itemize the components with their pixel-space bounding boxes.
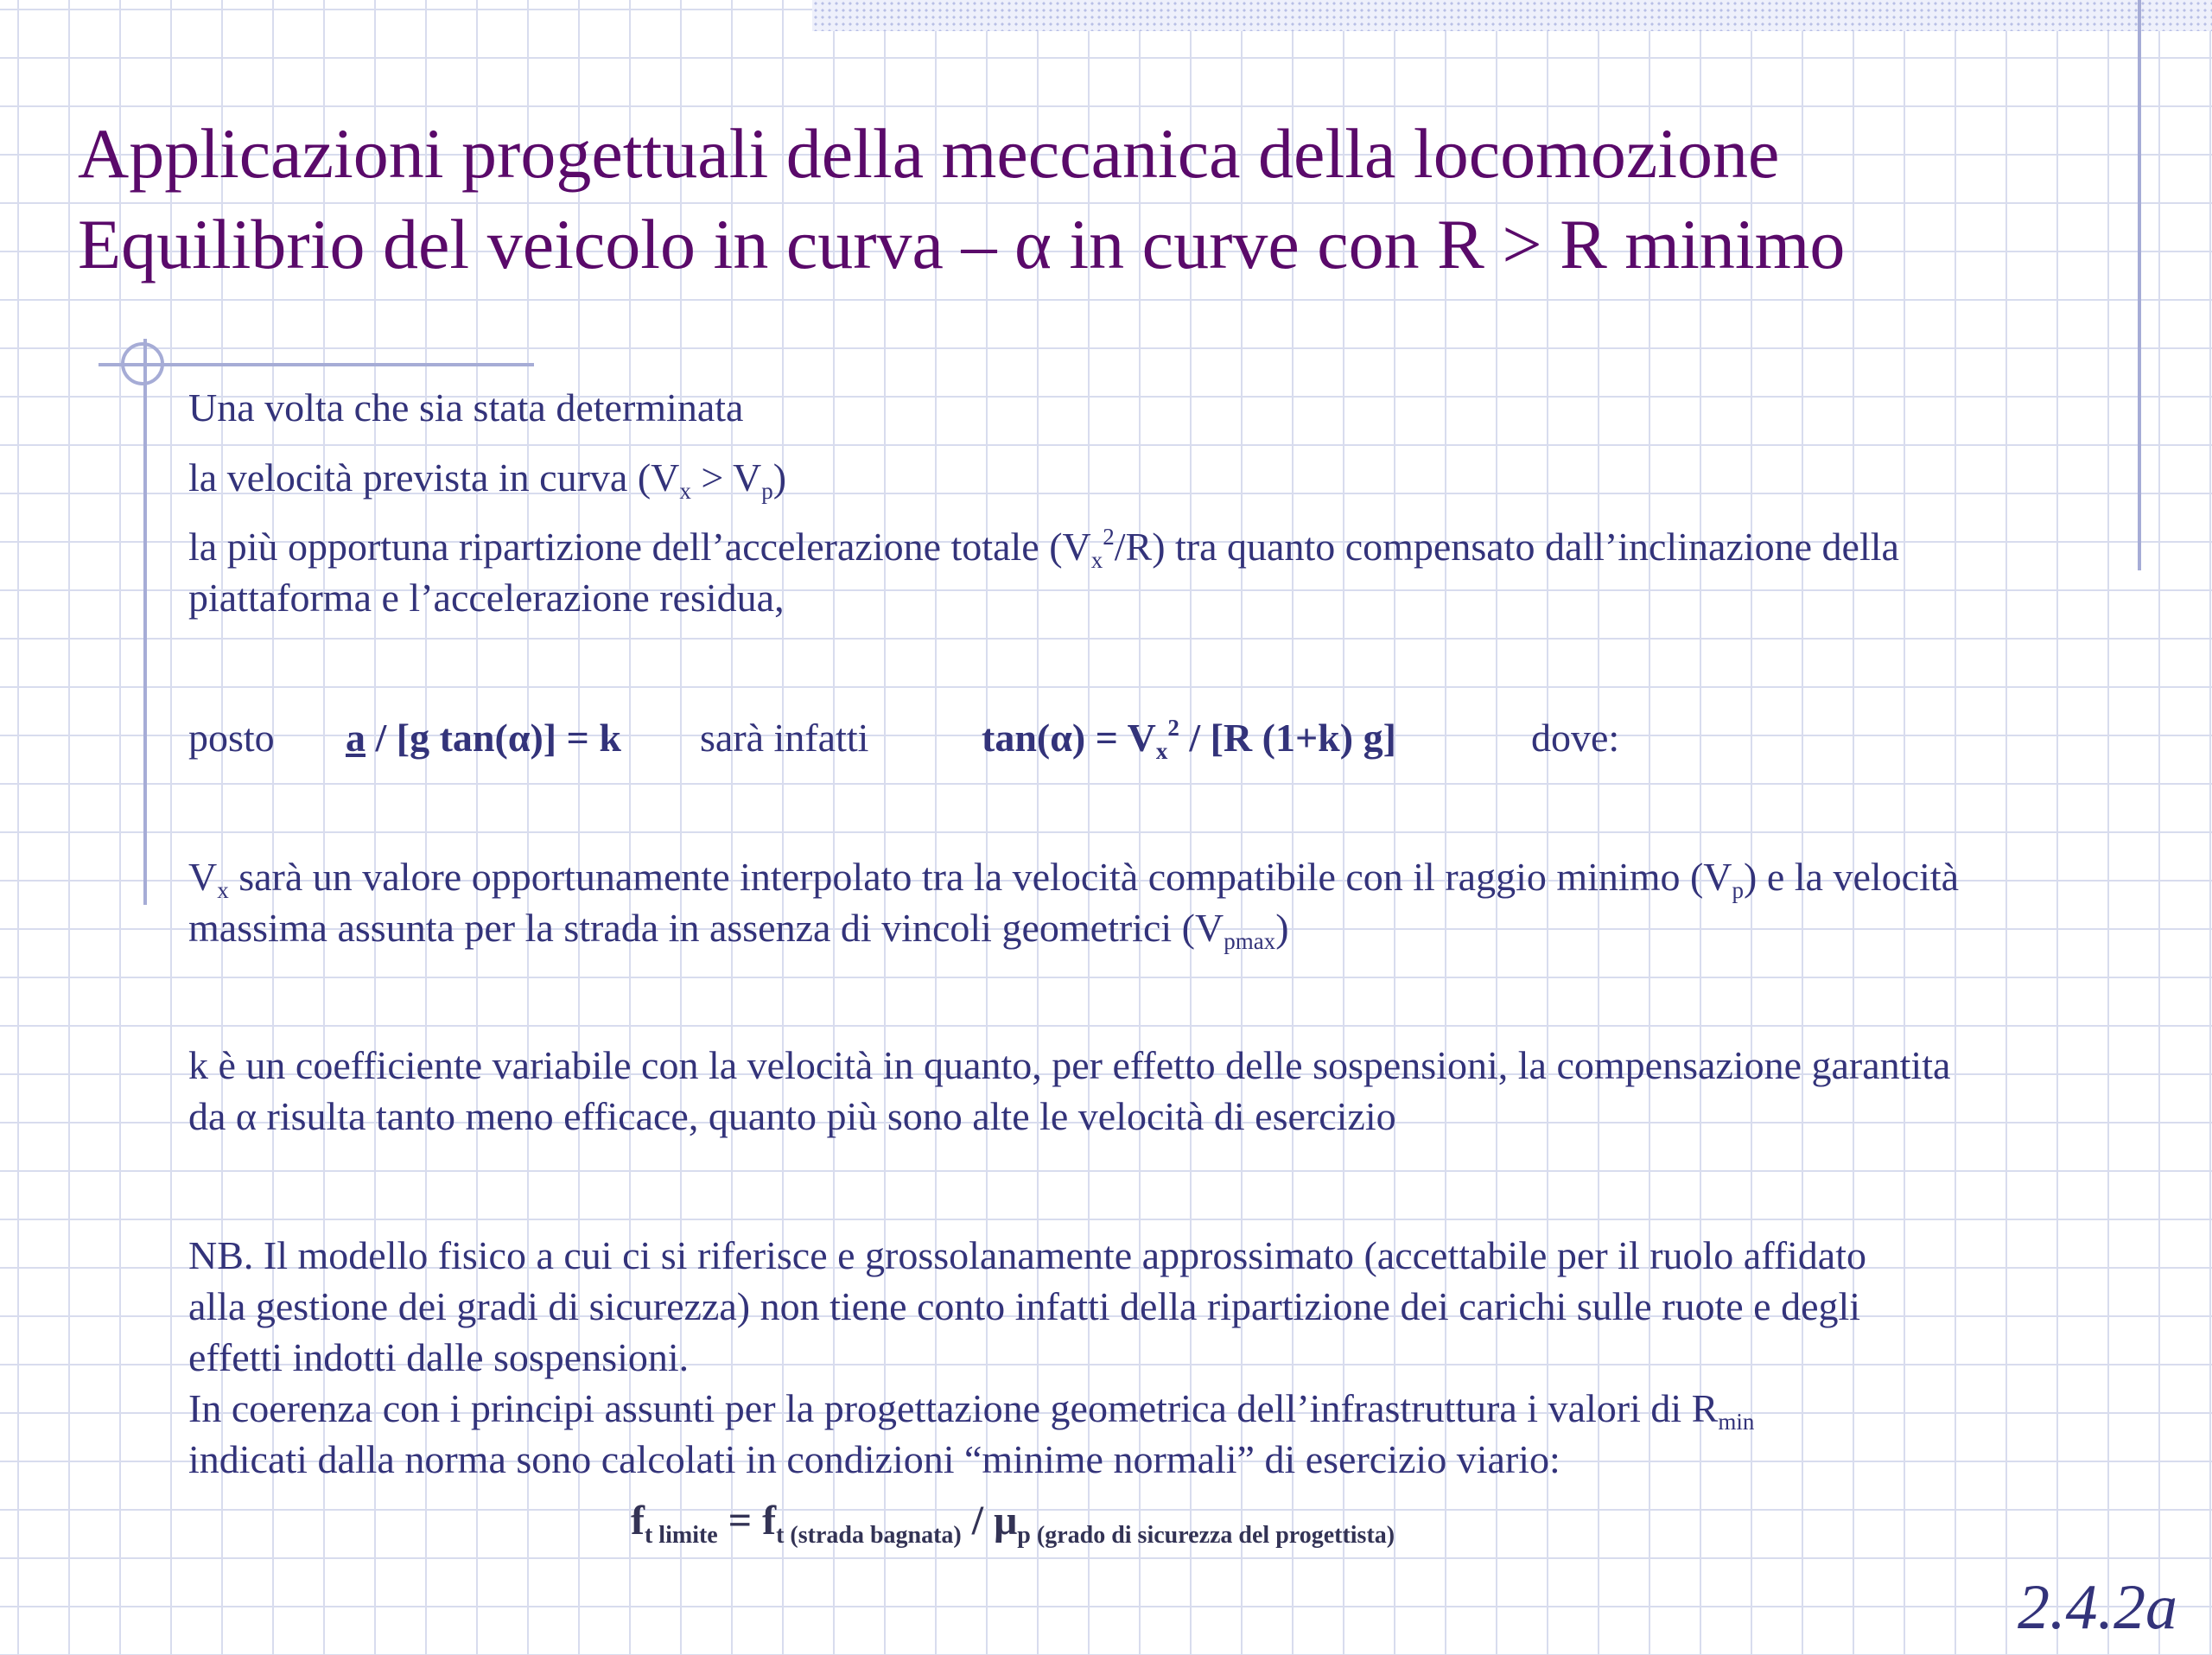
text-intro: Una volta che sia stata determinata	[188, 385, 744, 430]
decorative-top-strip	[812, 0, 2212, 31]
equation-tan-alpha: $\tan(\alpha) = V_x^2 / [R$ (1+k) g]	[982, 715, 1396, 764]
formula-friction-limit: $f_{t limite} = f_{t (strada bagnata)} / \mu_{p (grado di sicurezza del progettista)}$	[631, 1498, 1395, 1549]
decorative-left-line	[143, 339, 147, 905]
text-nb-line-2: alla gestione dei gradi di sicurezza) non tiene conto infatti della ripartizione dei carichi sulle ruote e degli	[188, 1284, 1861, 1328]
text-sara-infatti: sarà infatti	[700, 716, 869, 760]
text-split-line-1: la più opportuna ripartizione dell’accelerazione totale $(V_x^2/R)$ tra quanto compensato dall’inclinazione della	[188, 524, 1899, 573]
text-dove: dove:	[1531, 716, 1620, 760]
title-line-2: Equilibrio del veicolo in curva – α in curve con R > R minimo	[78, 205, 1846, 283]
text-k-line-1: k è un coefficiente variabile con la velocità in quanto, per effetto delle sospensioni, la compensazione garantita	[188, 1043, 1951, 1087]
text-split-line-2: piattaforma e l’accelerazione residua,	[188, 576, 785, 620]
slide-title	[78, 108, 2152, 290]
title-line-1: Applicazioni progettuali della meccanica della locomozione	[78, 114, 1780, 193]
page-number: 2.4.2a	[2018, 1572, 2177, 1643]
text-speed: la velocità prevista in curva $(V_x > V_p)$	[188, 455, 787, 504]
text-coherence-line-2: indicati dalla norma sono calcolati in condizioni “minime normali” di esercizio viario:	[188, 1437, 1560, 1481]
text-vx-line-2: massima assunta per la strada in assenza di vincoli geometrici $(V_{pmax})$	[188, 906, 1289, 954]
equation-k-definition: a / [g tan(α)] = k	[346, 716, 621, 760]
crosshair-circle-icon	[121, 342, 164, 385]
text-posto: posto	[188, 716, 275, 760]
text-k-line-2: da α risulta tanto meno efficace, quanto più sono alte le velocità di esercizio	[188, 1094, 1396, 1138]
text-nb-line-1: NB. Il modello fisico a cui ci si riferisce e grossolanamente approssimato (accettabile per il ruolo affidato	[188, 1233, 1866, 1277]
text-coherence-line-1: In coerenza con i principi assunti per la progettazione geometrica dell’infrastruttura i valori di $R_{min}$	[188, 1386, 1755, 1435]
text-vx-line-1: $V_x$ sarà un valore opportunamente interpolato tra la velocità compatibile con il raggio minimo $(V_p)$ e la velocità	[188, 855, 1960, 903]
text-nb-line-3: effetti indotti dalle sospensioni.	[188, 1335, 690, 1379]
